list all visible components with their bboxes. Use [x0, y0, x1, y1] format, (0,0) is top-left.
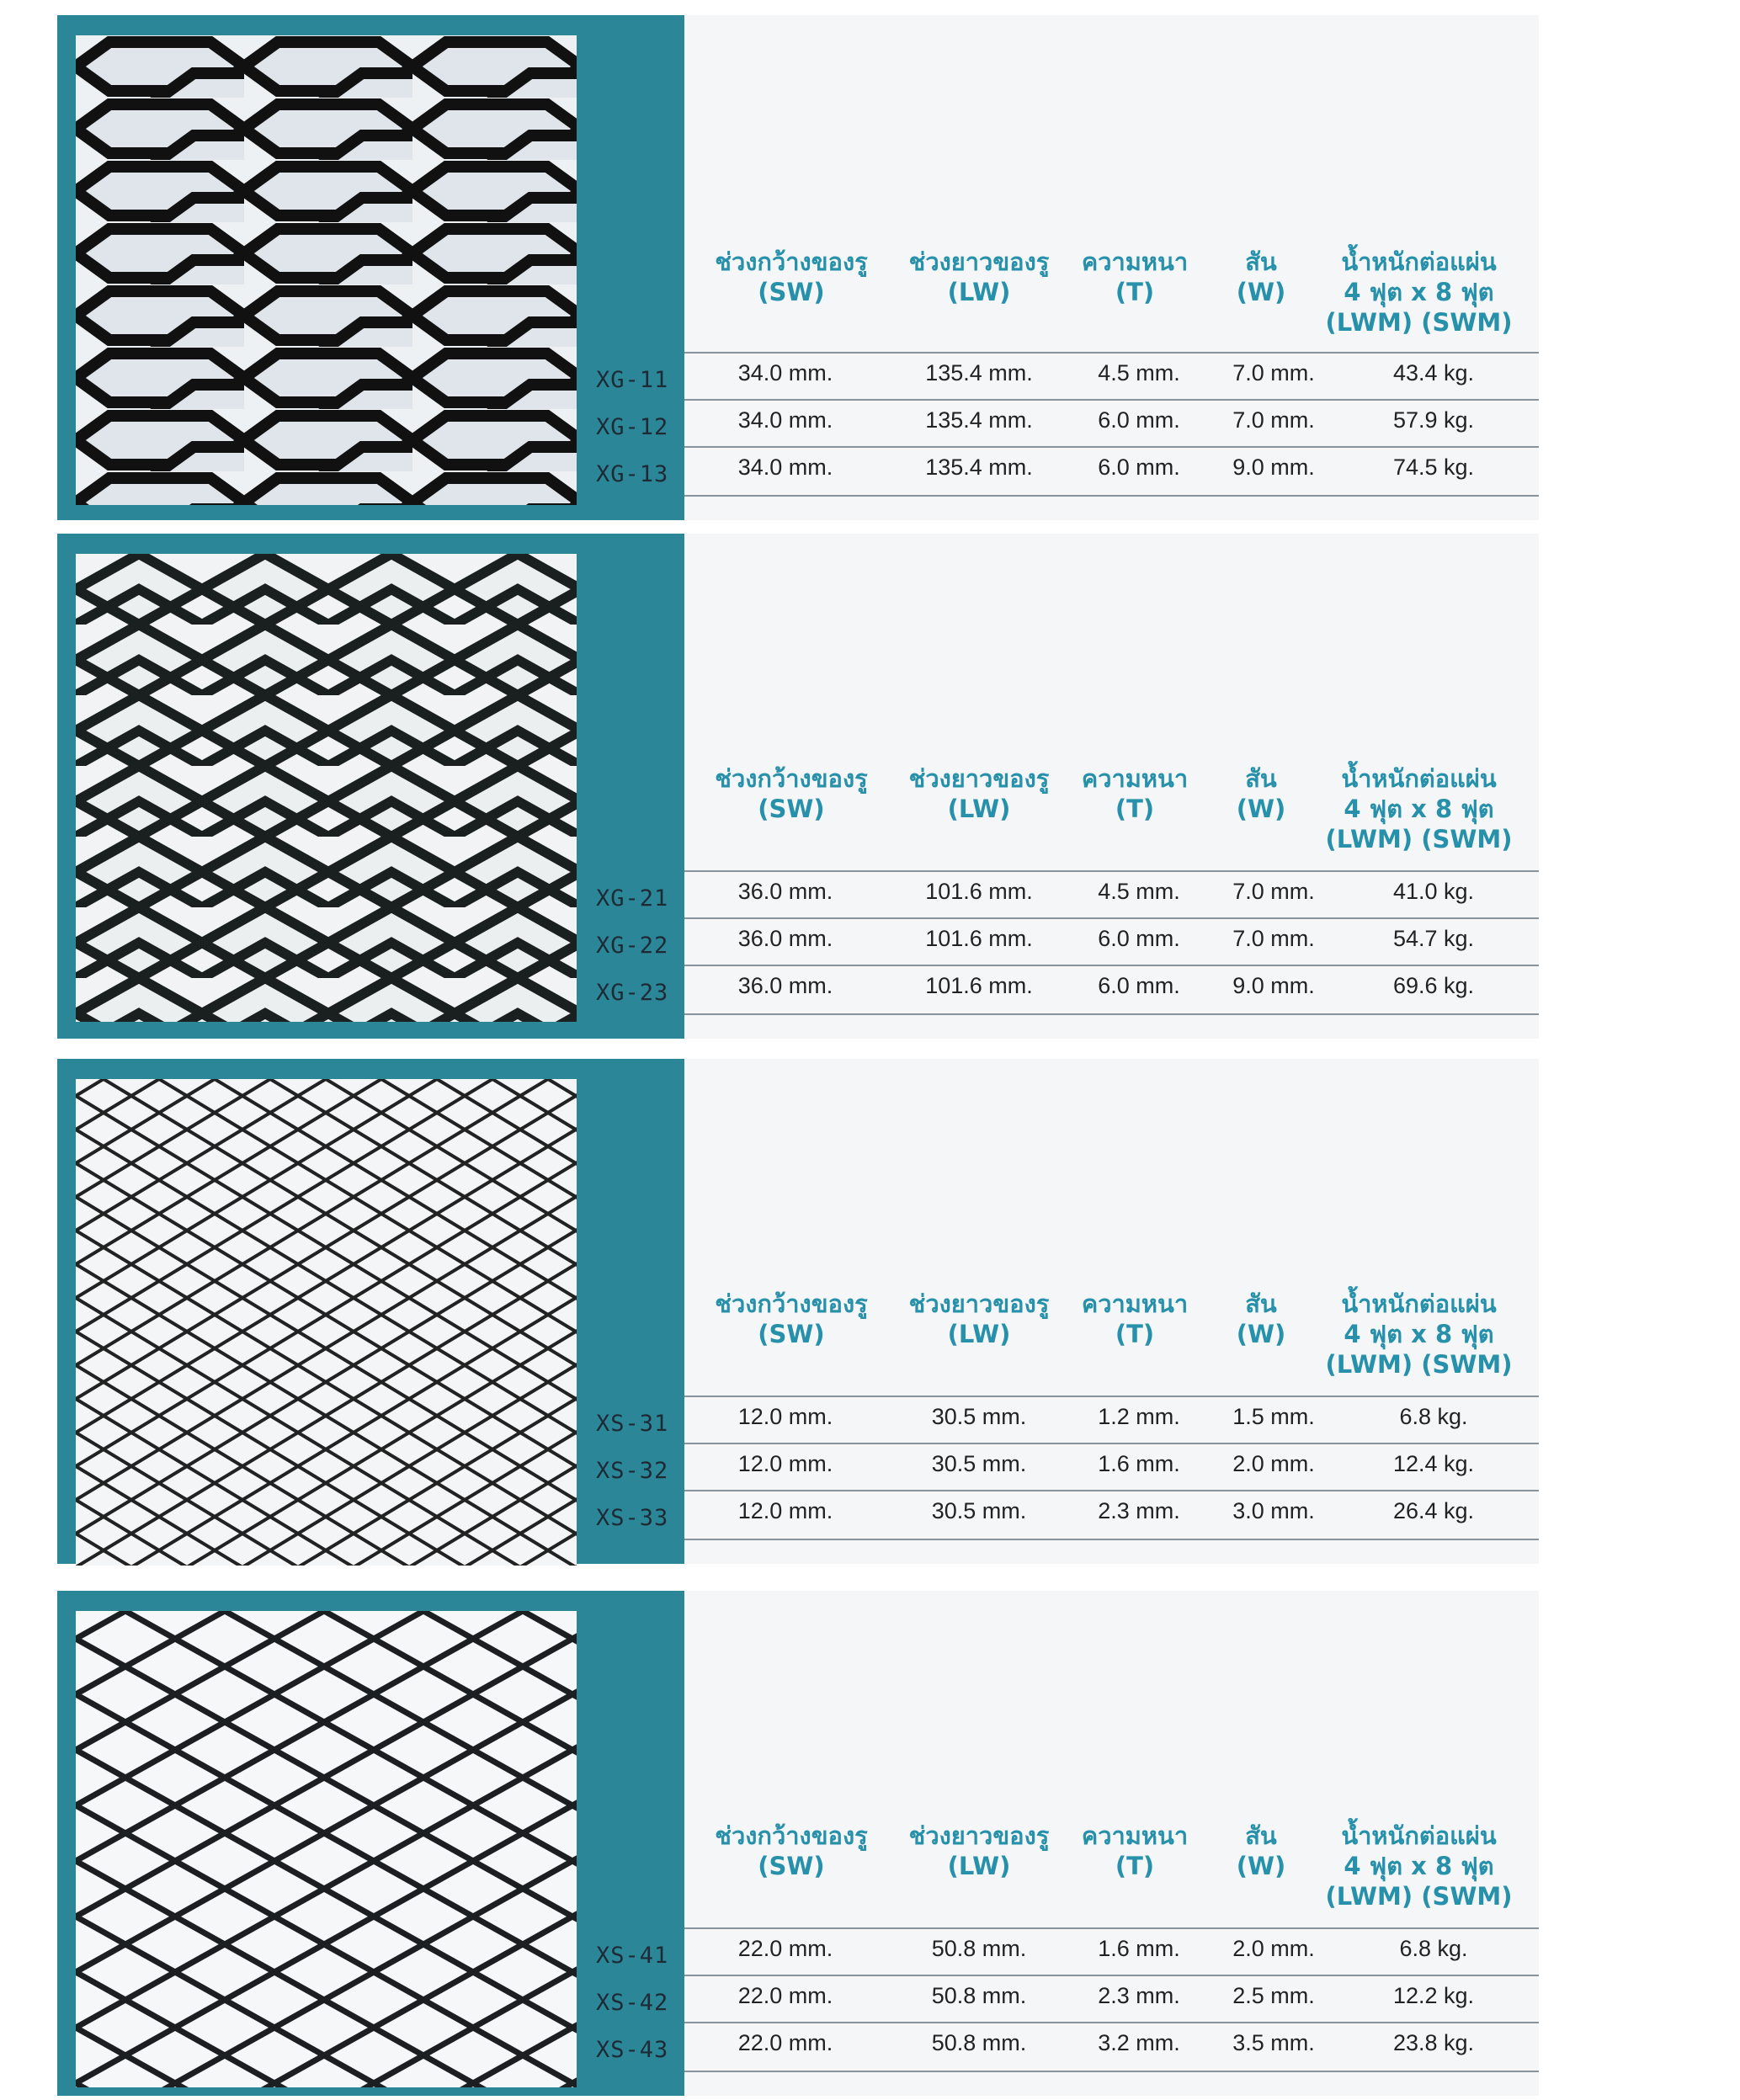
product-code: XS-32	[596, 1458, 669, 1484]
table-row	[684, 965, 1539, 1015]
t-value: 6.0 mm.	[1098, 926, 1180, 951]
w-value: 9.0 mm.	[1232, 455, 1315, 480]
weight-value: 26.4 kg.	[1392, 1498, 1475, 1523]
header-t-code: (T)	[1115, 795, 1155, 823]
lw-value: 101.6 mm.	[925, 973, 1033, 998]
lw-value: 135.4 mm.	[925, 407, 1033, 433]
header-w-label: สัน	[1245, 247, 1277, 276]
header-weight-code: (LWM) (SWM)	[1325, 308, 1513, 337]
table-row	[684, 1975, 1539, 2023]
header-weight-size: 4 ฟุต x 8 ฟุต	[1344, 1320, 1494, 1348]
product-section-4	[57, 1591, 1539, 2096]
weight-value: 54.7 kg.	[1392, 926, 1475, 951]
lw-value: 30.5 mm.	[931, 1404, 1027, 1429]
t-value: 3.2 mm.	[1098, 2030, 1180, 2055]
w-value: 7.0 mm.	[1232, 879, 1315, 904]
header-t-label: ความหนา	[1081, 1289, 1189, 1318]
w-value: 3.0 mm.	[1232, 1498, 1315, 1523]
header-weight-label: น้ำหนักต่อแผ่น	[1341, 1821, 1497, 1850]
header-sw-code: (SW)	[758, 1320, 825, 1348]
lw-value: 50.8 mm.	[931, 2030, 1027, 2055]
table-row	[684, 352, 1539, 401]
header-lw-label: ช่วงยาวของรู	[908, 247, 1050, 276]
weight-value: 23.8 kg.	[1392, 2030, 1475, 2055]
w-value: 2.0 mm.	[1232, 1936, 1315, 1961]
weight-value: 43.4 kg.	[1392, 360, 1475, 385]
header-lw-code: (LW)	[947, 1852, 1011, 1880]
sw-value: 36.0 mm.	[737, 879, 833, 904]
w-value: 9.0 mm.	[1232, 973, 1315, 998]
header-weight-size: 4 ฟุต x 8 ฟุต	[1344, 278, 1494, 306]
t-value: 4.5 mm.	[1098, 879, 1180, 904]
lw-value: 30.5 mm.	[931, 1498, 1027, 1523]
table-row	[684, 399, 1539, 448]
w-value: 2.0 mm.	[1232, 1451, 1315, 1476]
header-lw-code: (LW)	[947, 278, 1011, 306]
t-value: 1.6 mm.	[1098, 1936, 1180, 1961]
t-value: 2.3 mm.	[1098, 1498, 1180, 1523]
product-code: XS-43	[596, 2037, 669, 2063]
t-value: 6.0 mm.	[1098, 973, 1180, 998]
lw-value: 30.5 mm.	[931, 1451, 1027, 1476]
lw-value: 135.4 mm.	[925, 360, 1033, 385]
sw-value: 22.0 mm.	[737, 2030, 833, 2055]
sw-value: 34.0 mm.	[737, 360, 833, 385]
medium-mesh-icon	[76, 1611, 577, 2087]
header-w-label: สัน	[1245, 764, 1277, 793]
header-w-code: (W)	[1236, 278, 1286, 306]
table-row	[684, 1443, 1539, 1491]
weight-value: 12.4 kg.	[1392, 1451, 1475, 1476]
header-weight-label: น้ำหนักต่อแผ่น	[1341, 764, 1497, 793]
header-lw-code: (LW)	[947, 1320, 1011, 1348]
w-value: 7.0 mm.	[1232, 360, 1315, 385]
t-value: 2.3 mm.	[1098, 1983, 1180, 2008]
w-value: 7.0 mm.	[1232, 926, 1315, 951]
t-value: 4.5 mm.	[1098, 360, 1180, 385]
w-value: 2.5 mm.	[1232, 1983, 1315, 2008]
product-code: XG-21	[596, 885, 669, 912]
table-row	[684, 446, 1539, 497]
table-row	[684, 1396, 1539, 1444]
header-w-code: (W)	[1236, 1320, 1286, 1348]
t-value: 1.6 mm.	[1098, 1451, 1180, 1476]
table-row	[684, 870, 1539, 919]
coarse-galvanized-mesh-icon	[76, 35, 577, 505]
weight-value: 41.0 kg.	[1392, 879, 1475, 904]
header-t-code: (T)	[1115, 1320, 1155, 1348]
weight-value: 6.8 kg.	[1399, 1936, 1468, 1961]
sw-value: 12.0 mm.	[737, 1451, 833, 1476]
product-section-3	[57, 1059, 1539, 1564]
w-value: 3.5 mm.	[1232, 2030, 1315, 2055]
weight-value: 57.9 kg.	[1392, 407, 1475, 433]
weight-value: 6.8 kg.	[1399, 1404, 1468, 1429]
header-t-label: ความหนา	[1081, 764, 1189, 793]
header-weight-code: (LWM) (SWM)	[1325, 1350, 1513, 1379]
t-value: 6.0 mm.	[1098, 407, 1180, 433]
header-weight-label: น้ำหนักต่อแผ่น	[1341, 247, 1497, 276]
coarse-black-mesh-icon	[76, 554, 577, 1022]
header-weight-size: 4 ฟุต x 8 ฟุต	[1344, 795, 1494, 823]
fine-mesh-icon	[76, 1079, 577, 1566]
header-sw-code: (SW)	[758, 278, 825, 306]
header-lw-label: ช่วงยาวของรู	[908, 764, 1050, 793]
product-code: XS-33	[596, 1505, 669, 1531]
header-sw-label: ช่วงกว้างของรู	[715, 1289, 868, 1318]
header-weight-size: 4 ฟุต x 8 ฟุต	[1344, 1852, 1494, 1880]
header-lw-label: ช่วงยาวของรู	[908, 1821, 1050, 1850]
table-row	[684, 1927, 1539, 1976]
lw-value: 101.6 mm.	[925, 879, 1033, 904]
table-row	[684, 917, 1539, 966]
header-sw-label: ช่วงกว้างของรู	[715, 1821, 868, 1850]
lw-value: 50.8 mm.	[931, 1936, 1027, 1961]
header-sw-code: (SW)	[758, 795, 825, 823]
sw-value: 22.0 mm.	[737, 1983, 833, 2008]
header-t-label: ความหนา	[1081, 247, 1189, 276]
product-code: XG-23	[596, 980, 669, 1006]
sw-value: 34.0 mm.	[737, 455, 833, 480]
product-code: XG-12	[596, 414, 669, 440]
table-row	[684, 1490, 1539, 1540]
header-sw-label: ช่วงกว้างของรู	[715, 764, 868, 793]
t-value: 6.0 mm.	[1098, 455, 1180, 480]
sw-value: 12.0 mm.	[737, 1498, 833, 1523]
sw-value: 34.0 mm.	[737, 407, 833, 433]
weight-value: 74.5 kg.	[1392, 455, 1475, 480]
sw-value: 36.0 mm.	[737, 973, 833, 998]
header-sw-code: (SW)	[758, 1852, 825, 1880]
header-weight-label: น้ำหนักต่อแผ่น	[1341, 1289, 1497, 1318]
weight-value: 69.6 kg.	[1392, 973, 1475, 998]
header-t-label: ความหนา	[1081, 1821, 1189, 1850]
header-w-label: สัน	[1245, 1289, 1277, 1318]
lw-value: 135.4 mm.	[925, 455, 1033, 480]
header-sw-label: ช่วงกว้างของรู	[715, 247, 868, 276]
header-weight-code: (LWM) (SWM)	[1325, 825, 1513, 853]
header-w-code: (W)	[1236, 1852, 1286, 1880]
product-code: XS-41	[596, 1943, 669, 1969]
w-value: 7.0 mm.	[1232, 407, 1315, 433]
header-weight-code: (LWM) (SWM)	[1325, 1882, 1513, 1911]
table-row	[684, 2022, 1539, 2072]
product-code: XG-13	[596, 461, 669, 487]
sw-value: 22.0 mm.	[737, 1936, 833, 1961]
header-w-label: สัน	[1245, 1821, 1277, 1850]
header-lw-code: (LW)	[947, 795, 1011, 823]
t-value: 1.2 mm.	[1098, 1404, 1180, 1429]
w-value: 1.5 mm.	[1232, 1404, 1315, 1429]
product-section-2	[57, 534, 1539, 1039]
lw-value: 50.8 mm.	[931, 1983, 1027, 2008]
product-code: XG-11	[596, 367, 669, 393]
weight-value: 12.2 kg.	[1392, 1983, 1475, 2008]
sw-value: 12.0 mm.	[737, 1404, 833, 1429]
header-w-code: (W)	[1236, 795, 1286, 823]
sw-value: 36.0 mm.	[737, 926, 833, 951]
header-lw-label: ช่วงยาวของรู	[908, 1289, 1050, 1318]
product-code: XS-31	[596, 1411, 669, 1437]
lw-value: 101.6 mm.	[925, 926, 1033, 951]
product-code: XS-42	[596, 1990, 669, 2016]
header-t-code: (T)	[1115, 278, 1155, 306]
product-section-1	[57, 15, 1539, 520]
header-t-code: (T)	[1115, 1852, 1155, 1880]
product-code: XG-22	[596, 933, 669, 959]
